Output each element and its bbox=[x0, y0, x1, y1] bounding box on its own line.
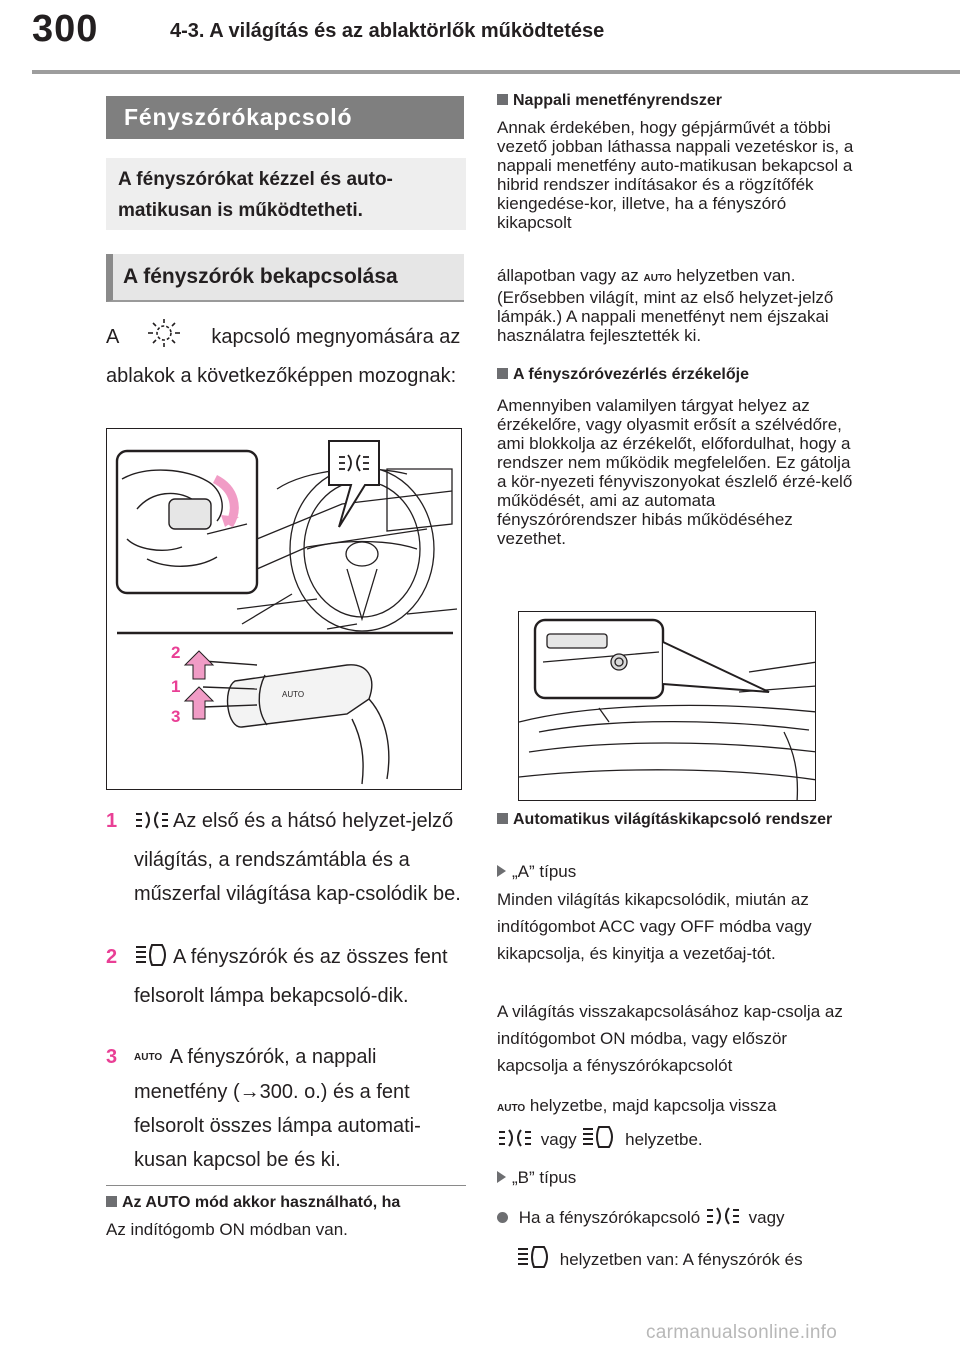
intro-box: A fényszórókat kézzel és auto-matikusan is működtetheti. bbox=[106, 158, 466, 230]
note-text: Az indítógomb ON módban van. bbox=[106, 1220, 348, 1239]
list-item bbox=[106, 940, 466, 1013]
circle-bullet-icon bbox=[497, 1212, 508, 1223]
into-position: helyzetbe. bbox=[625, 1130, 703, 1149]
figure-label: 3 bbox=[171, 707, 181, 726]
note-heading bbox=[106, 1194, 400, 1212]
headlight-switch-illustration bbox=[106, 428, 462, 790]
parking-lights-icon bbox=[705, 1204, 741, 1236]
drl-heading-text: Nappali menetfényrendszer bbox=[513, 92, 722, 109]
drl-text: Annak érdekében, hogy gépjárművét a többi vezető jobban láthassa nappali vezetéskor is, a nappali menetfény auto-matikusan bekapcsol a hibrid rendszer indításakor és a rögzítőfék kiengedése-kor, illetve, ha a fényszóró kikapcsolt bbox=[497, 118, 854, 232]
bullet-before: Ha a fényszórókapcsoló bbox=[518, 1208, 701, 1227]
type-a-text: „A” típus bbox=[512, 862, 577, 881]
bullet-continuation bbox=[516, 1244, 856, 1278]
svg-text:AUTO: AUTO bbox=[282, 690, 305, 699]
square-bullet-icon bbox=[497, 813, 508, 824]
type-a-text: Minden világítás kikapcsolódik, miután az indítógombot ACC vagy OFF módba vagy kikapcsolja, és kinyitja a vezetőaj-tót. bbox=[497, 890, 812, 963]
note-heading-text: Az AUTO mód akkor használható, ha bbox=[122, 1194, 401, 1211]
auto-icon: AUTO bbox=[134, 1052, 163, 1063]
item-number: 3 bbox=[106, 1046, 118, 1068]
sensor-text: Amennyiben valamilyen tárgyat helyez az érzékelőre, vagy olyasmit erősít a szélvédőre, ami blokkolja az érzékelőt, előfordulhat, hogy a rendszer nem működik megfelelően. Ez gátolja a kör-nyezeti fényviszonyokat észlelő érzé-kelő működését, ami az automata fényszórórendszer hibás működéséhez vezethet. bbox=[497, 396, 853, 548]
intro-before-icon: A bbox=[106, 326, 119, 348]
headlights-icon bbox=[516, 1244, 552, 1278]
reset-text-2 bbox=[497, 1092, 857, 1122]
drl-text-2-after: helyzetben van. (Erősebben világít, mint az első helyzet-jelző lámpák.) A nappali menetfényt nem éjszakai használatra fejlesztették ki. bbox=[497, 266, 834, 345]
type-b bbox=[497, 1164, 857, 1191]
bullet-vagy: vagy bbox=[748, 1208, 785, 1227]
headlights-icon bbox=[134, 942, 170, 979]
item-text: A fényszórók és az összes fent felsorolt lámpa bekapcsoló-dik. bbox=[134, 946, 448, 1007]
item-text: Az első és a hátsó helyzet-jelző világítás, a rendszámtábla és a műszerfal világítása kap-csolódik be. bbox=[134, 810, 461, 905]
drl-text-2-before: állapotban vagy az bbox=[497, 266, 639, 285]
watermark: carmanualsonline.info bbox=[646, 1322, 838, 1343]
section-banner: Fényszórókapcsoló bbox=[106, 96, 464, 139]
intro-paragraph bbox=[106, 318, 466, 393]
figure-label: 2 bbox=[171, 643, 181, 662]
item-text: A fényszórók, a nappali menetfény (→300. o.) és a fent felsorolt összes lámpa automati-kusan kapcsol be és ki. bbox=[134, 1046, 421, 1171]
page-number: 300 bbox=[32, 8, 99, 50]
triangle-bullet-icon bbox=[497, 1171, 506, 1183]
or-word: vagy bbox=[540, 1130, 577, 1149]
item-number: 2 bbox=[106, 946, 118, 968]
light-sensor-illustration bbox=[518, 611, 816, 801]
drl-text-2 bbox=[497, 266, 857, 345]
subheading: A fényszórók bekapcsolása bbox=[106, 254, 464, 302]
parking-lights-icon bbox=[497, 1126, 533, 1158]
light-switch-icon bbox=[144, 318, 184, 359]
reset-positions bbox=[497, 1124, 857, 1158]
chapter-title: 4-3. A világítás és az ablaktörlők működtetése bbox=[170, 20, 605, 42]
square-bullet-icon bbox=[106, 1196, 117, 1207]
bullet-after: helyzetben van: A fényszórók és bbox=[559, 1250, 803, 1269]
type-a bbox=[497, 858, 857, 885]
list-item bbox=[106, 804, 466, 911]
headlights-icon bbox=[581, 1124, 617, 1158]
sensor-heading-text: A fényszóróvezérlés érzékelője bbox=[513, 366, 749, 383]
header-rule bbox=[32, 70, 960, 74]
figure-label: 1 bbox=[171, 677, 181, 696]
triangle-bullet-icon bbox=[497, 865, 506, 877]
item-number: 1 bbox=[106, 810, 118, 832]
auto-off-heading bbox=[497, 810, 857, 829]
square-bullet-icon bbox=[497, 94, 508, 105]
bullet-item bbox=[497, 1204, 857, 1236]
auto-icon: AUTO bbox=[643, 273, 672, 284]
auto-icon: AUTO bbox=[497, 1103, 526, 1114]
square-bullet-icon bbox=[497, 368, 508, 379]
drl-heading bbox=[497, 92, 857, 110]
sensor-heading bbox=[497, 366, 857, 384]
parking-lights-icon bbox=[134, 808, 170, 843]
type-b-text: „B” típus bbox=[512, 1168, 577, 1187]
reset-text: A világítás visszakapcsolásához kap-csolja az indítógombot ON módba, vagy először kapcsolja a fényszórókapcsolót bbox=[497, 1002, 843, 1075]
auto-off-heading-text: Automatikus világításkikapcsoló rendszer bbox=[513, 811, 833, 828]
reset-text-2-body: helyzetbe, majd kapcsolja vissza bbox=[529, 1096, 777, 1115]
list-item bbox=[106, 1040, 466, 1177]
intro-after-icon: kapcsoló megnyomására az ablakok a következőképpen mozognak: bbox=[106, 326, 461, 387]
divider bbox=[106, 1185, 466, 1186]
